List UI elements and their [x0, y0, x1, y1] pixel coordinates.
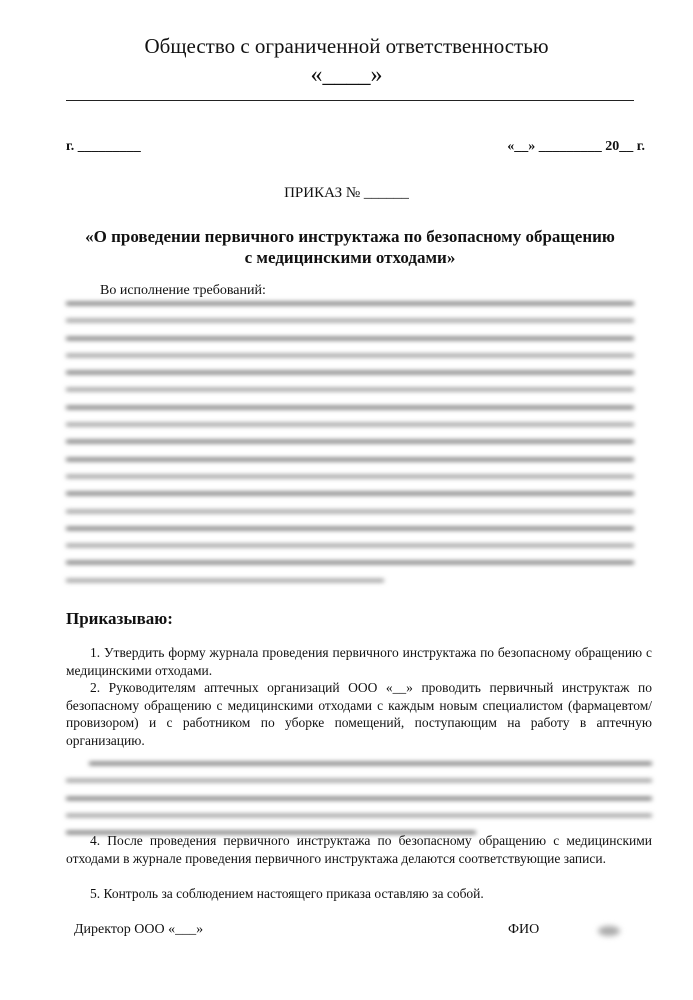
blurred-requirements-text: [66, 302, 634, 596]
order-subject-line-1: «О проведении первичного инструктажа по безопасному обращению: [85, 227, 615, 246]
date-field: «__» _________ 20__ г.: [507, 139, 645, 154]
city-field: г. _________: [66, 139, 141, 154]
order-subject: [66, 226, 634, 268]
signature-mark: [598, 926, 620, 936]
decree-heading: Приказываю:: [66, 609, 173, 628]
signature-name: ФИО: [508, 922, 540, 937]
blurred-line: [66, 492, 634, 495]
decree-item-2: 2. Руководителям аптечных организаций ООО «__» проводить первичный инструктаж по безопасному обращению с медицинскими отходами с каждым новым специалистом (фармацевтом/провизором) и с работником по уборке помещений, поступающим на работу в аптечную организацию.: [66, 680, 652, 748]
blurred-line: [66, 475, 634, 478]
header-rule: [66, 100, 634, 101]
decree-item-1: 1. Утвердить форму журнала проведения первичного инструктажа по безопасному обращению с медицинскими отходами.: [66, 645, 652, 678]
blurred-line: [66, 814, 652, 817]
blurred-line: [66, 423, 634, 426]
blurred-line: [66, 337, 634, 340]
order-number: ПРИКАЗ № ______: [284, 185, 409, 201]
blurred-line: [66, 406, 634, 409]
intro-text: Во исполнение требований:: [100, 283, 266, 298]
blurred-line: [66, 544, 634, 547]
blurred-line: [66, 779, 652, 782]
blurred-line: [66, 579, 384, 582]
director-signature: Директор ООО «___»: [74, 922, 204, 937]
blurred-line: [66, 527, 634, 530]
organization-title: Общество с ограниченной ответственностью: [144, 34, 549, 58]
blurred-line: [66, 458, 634, 461]
blurred-line: [66, 440, 634, 443]
organization-name: «____»: [310, 62, 383, 88]
blurred-line: [66, 354, 634, 357]
decree-item-5: 5. Контроль за соблюдением настоящего приказа оставляю за собой.: [90, 886, 484, 901]
order-subject-line-2: с медицинскими отходами»: [244, 248, 456, 267]
blurred-line: [66, 561, 634, 564]
blurred-line: [66, 797, 652, 800]
blurred-line: [66, 302, 634, 305]
blurred-line: [66, 388, 634, 391]
blurred-line: [89, 762, 652, 765]
blurred-line: [66, 510, 634, 513]
blurred-line: [66, 371, 634, 374]
decree-item-4: 4. После проведения первичного инструктажа по безопасному обращению с медицинскими отходами в журнале проведения первичного инструктажа делаются соответствующие записи.: [66, 833, 652, 866]
blurred-line: [66, 319, 634, 322]
